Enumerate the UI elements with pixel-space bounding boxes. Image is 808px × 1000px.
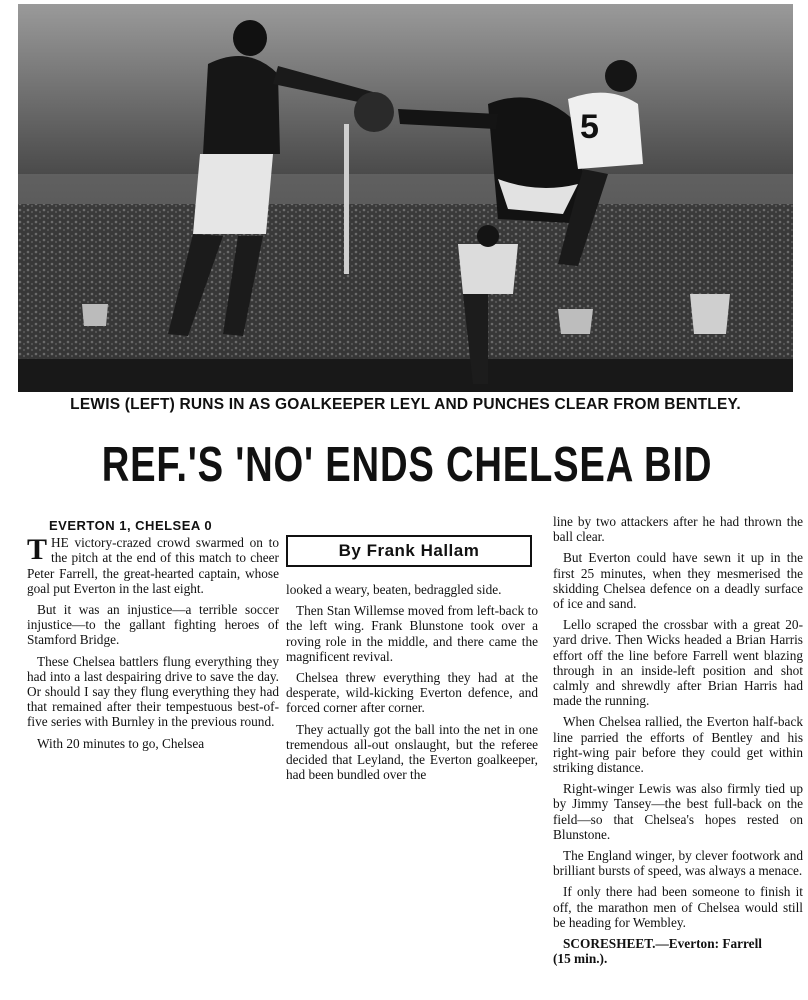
paragraph: line by two attackers after he had thrown the ball clear.: [553, 514, 803, 545]
photo-caption: LEWIS (LEFT) RUNS IN AS GOALKEEPER LEYL AND PUNCHES CLEAR FROM BENTLEY.: [70, 396, 741, 413]
paragraph-text: HE victory-crazed crowd swarmed on to the pitch at the end of this match to cheer Peter Farrell, the great-hearted captain, whose goal put Everton in the last eight.: [27, 535, 279, 596]
scoresheet-detail: (15 min.).: [553, 951, 608, 967]
paragraph: Then Stan Willemse moved from left-back to the left wing. Frank Blunstone took over a roving role in the middle, and there came the magnificent revival.: [286, 603, 538, 664]
paragraph: When Chelsea rallied, the Everton half-back line parried the efforts of Bentley and his right-wing pair before they could get within striking distance.: [553, 714, 803, 776]
article-column-3: [553, 514, 803, 972]
paragraph: They actually got the ball into the net in one tremendous all-out onslaught, but the referee decided that Leyland, the Everton goalkeeper, had been bundled over the: [286, 721, 538, 783]
match-photo-drawing: [18, 4, 793, 392]
paragraph: The England winger, by clever footwork and brilliant bursts of speed, was always a menace.: [553, 848, 803, 879]
article-column-1: [27, 518, 279, 757]
byline: By Frank Hallam: [286, 535, 532, 567]
scoresheet-label: SCORESHEET.—Everton: Farrell: [563, 936, 762, 952]
paragraph: Lello scraped the crossbar with a great 20-yard drive. Then Wicks headed a Brian Harris effort off the line before Farrell went blazing through in an inside-left position and shot calmly and shrewdly after Brian Harris had made the running.: [553, 617, 803, 709]
paragraph: With 20 minutes to go, Chelsea: [37, 735, 205, 751]
paragraph: If only there had been someone to finish it off, the marathon men of Chelsea would still be heading for Wembley.: [553, 884, 803, 930]
paragraph: Right-winger Lewis was also firmly tied up by Jimmy Tansey—the best full-back on the field—so that Chelsea's hopes rested on Blunstone.: [553, 781, 803, 842]
paragraph: looked a weary, beaten, bedraggled side.: [286, 582, 502, 597]
paragraph: These Chelsea battlers flung everything they had into a last despairing drive to save the day. Or should I say they flung everything they had that remained after their tempestuous best-of-five series with Burnley in the previous round.: [27, 653, 279, 730]
paragraph: Chelsea threw everything they had at the desperate, wild-kicking Everton defence, and forced corner after corner.: [286, 670, 538, 716]
match-result: EVERTON 1, CHELSEA 0: [49, 518, 213, 533]
shirt-number: 5: [580, 108, 599, 146]
paragraph: But it was an injustice—a terrible soccer injustice—to the gallant fighting heroes of Stamford Bridge.: [27, 602, 279, 648]
paragraph: But Everton could have sewn it up in the first 25 minutes, when they mesmerised the skidding Chelsea defence on a deadly surface of ice and sand.: [553, 550, 803, 612]
article-column-2: [286, 582, 538, 788]
match-photo: [18, 4, 793, 392]
drop-cap: T: [27, 533, 48, 567]
headline: REF.'S 'NO' ENDS CHELSEA BID: [101, 438, 713, 492]
scoresheet: [553, 936, 803, 966]
paragraph: [27, 535, 279, 596]
